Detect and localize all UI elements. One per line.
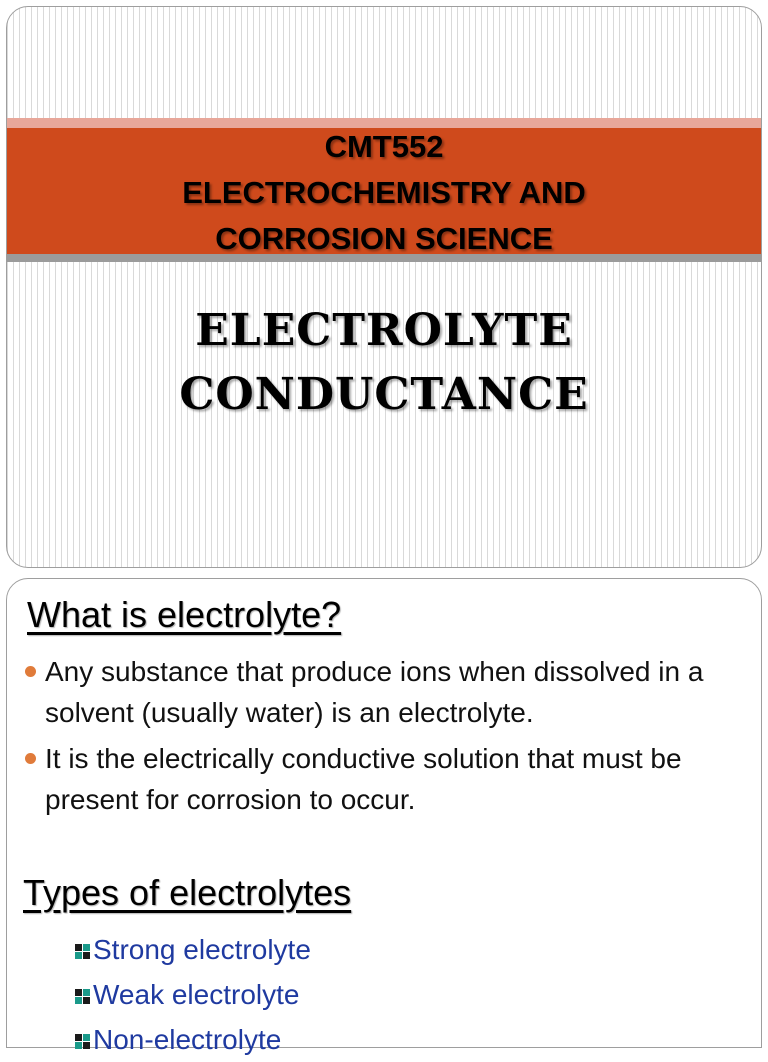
list-item — [75, 972, 311, 1017]
course-code: CMT552 — [324, 129, 444, 164]
main-title-line-2: CONDUCTANCE — [179, 369, 589, 420]
course-title — [7, 124, 761, 262]
title-slide — [6, 6, 762, 568]
course-name-line-2: CORROSION SCIENCE — [215, 221, 553, 256]
list-item — [21, 738, 741, 820]
electrolyte-types-list — [75, 927, 311, 1062]
list-item — [75, 1017, 311, 1062]
bullet-dot-icon — [25, 753, 36, 764]
bullet-text: Any substance that produce ions when dissolved in a solvent (usually water) is an electrolyte. — [45, 656, 704, 728]
type-label: Strong electrolyte — [93, 934, 311, 965]
slide-main-title — [7, 299, 761, 427]
square-bullet-icon — [75, 989, 90, 1004]
list-item — [21, 651, 741, 733]
content-slide — [6, 578, 762, 1055]
main-title-line-1: ELECTROLYTE — [195, 305, 573, 356]
course-name-line-1: ELECTROCHEMISTRY AND — [182, 175, 586, 210]
square-bullet-icon — [75, 944, 90, 959]
definition-list — [21, 651, 741, 825]
bullet-text: It is the electrically conductive solution that must be present for corrosion to occur. — [45, 743, 682, 815]
section-heading-what-is-electrolyte: What is electrolyte? — [27, 594, 342, 635]
section-heading-types: Types of electrolytes — [23, 872, 352, 913]
list-item — [75, 927, 311, 972]
bullet-dot-icon — [25, 666, 36, 677]
square-bullet-icon — [75, 1034, 90, 1049]
type-label: Weak electrolyte — [93, 979, 300, 1010]
type-label: Non-electrolyte — [93, 1024, 282, 1055]
